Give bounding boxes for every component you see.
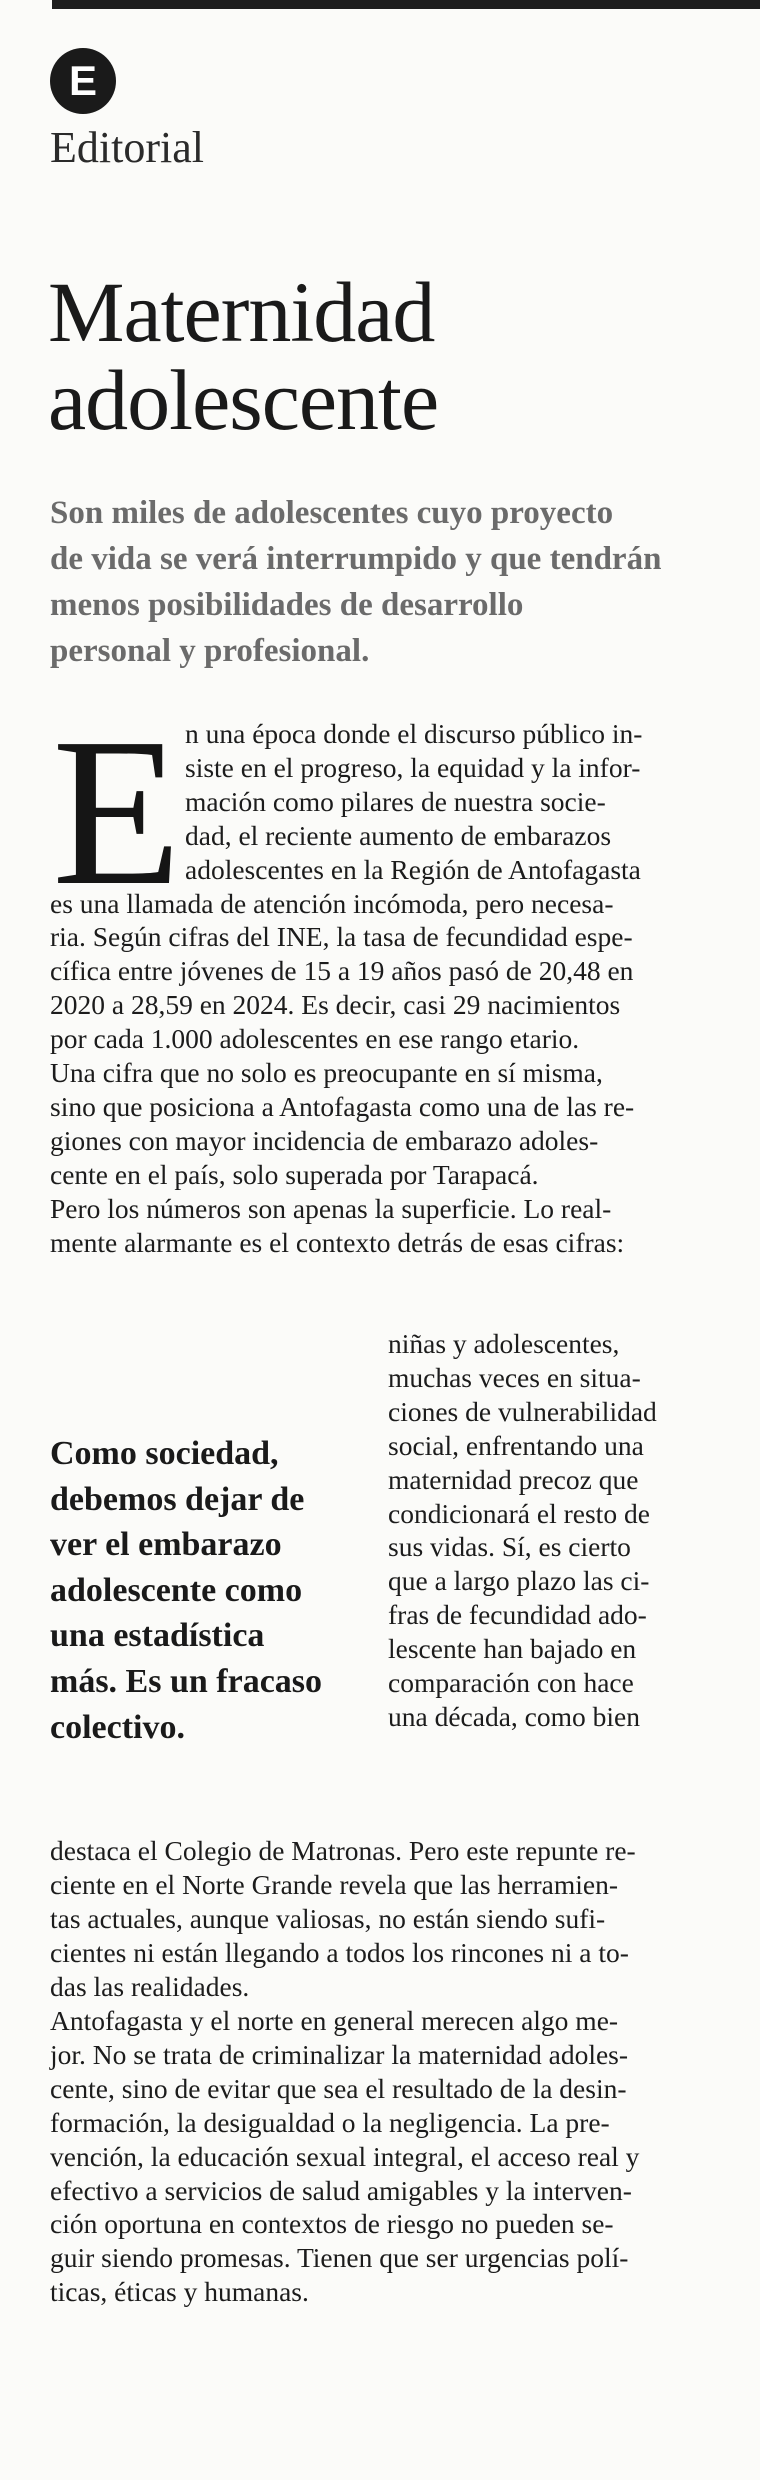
body-line: cífica entre jóvenes de 15 a 19 años pasó de 20,48 en <box>50 955 634 987</box>
body-line: siste en el progreso, la equidad y la infor- <box>185 751 641 783</box>
pull-quote-line: adolescente como <box>50 1571 303 1609</box>
pull-quote-line: una estadística <box>50 1617 265 1655</box>
body-line: comparación con hace <box>388 1667 634 1699</box>
section-badge: E <box>50 48 116 114</box>
body-line: giones con mayor incidencia de embarazo adoles- <box>50 1124 599 1156</box>
drop-cap: E <box>52 694 182 929</box>
body-line: mación como pilares de nuestra socie- <box>185 785 606 817</box>
body-line: Antofagasta y el norte en general merecen algo me- <box>50 2005 619 2036</box>
body-line: social, enfrentando una <box>388 1429 644 1461</box>
body-line: mente alarmante es el contexto detrás de esas cifras: <box>50 1226 625 1258</box>
body-line: jor. No se trata de criminalizar la maternidad adoles- <box>50 2038 629 2070</box>
body-line: muchas veces en situa- <box>388 1361 641 1393</box>
paragraph-3 <box>50 1834 740 2004</box>
body-line: efectivo a servicios de salud amigables y la interven- <box>50 2174 632 2206</box>
body-line: una década, como bien <box>388 1700 640 1732</box>
headline-line: adolescente <box>48 352 439 448</box>
body-line: por cada 1.000 adolescentes en ese rango etario. <box>50 1023 580 1055</box>
body-line: ciente en el Norte Grande revela que las herramien- <box>50 1868 619 1900</box>
deck-line: personal y profesional. <box>50 633 370 669</box>
pull-quote-line: ver el embarazo <box>50 1526 282 1564</box>
body-line: niñas y adolescentes, <box>388 1328 620 1359</box>
body-line: maternidad precoz que <box>388 1463 639 1495</box>
body-line: cente en el país, solo superada por Tarapacá. <box>50 1158 539 1190</box>
body-line: vención, la educación sexual integral, el acceso real y <box>50 2140 640 2172</box>
body-line: lescente han bajado en <box>388 1633 637 1665</box>
paragraph-2-narrow <box>388 1327 748 1734</box>
body-line: cente, sino de evitar que sea el resultado de la desin- <box>50 2072 627 2104</box>
headline <box>48 264 439 448</box>
paragraph-4 <box>50 2004 740 2309</box>
pull-quote-line: más. Es un fracaso <box>50 1662 323 1700</box>
body-line: cientes ni están llegando a todos los rincones ni a to- <box>50 1936 629 1968</box>
body-line: tas actuales, aunque valiosas, no están siendo sufi- <box>50 1902 606 1934</box>
body-line: dad, el reciente aumento de embarazos <box>185 819 612 851</box>
body-line: ticas, éticas y humanas. <box>50 2276 309 2308</box>
body-line: Una cifra que no solo es preocupante en sí misma, <box>50 1057 603 1089</box>
body-line: 2020 a 28,59 en 2024. Es decir, casi 29 nacimientos <box>50 989 621 1021</box>
deck <box>50 490 740 674</box>
pull-quote-line: Como sociedad, <box>50 1435 279 1472</box>
deck-line: menos posibilidades de desarrollo <box>50 587 524 623</box>
section-label: Editorial <box>50 123 204 172</box>
body-line: formación, la desigualdad o la negligencia. La pre- <box>50 2106 610 2138</box>
body-line: adolescentes en la Región de Antofagasta <box>185 853 641 885</box>
body-line: Pero los números son apenas la superficie. Lo real- <box>50 1192 612 1224</box>
deck-line: Son miles de adolescentes cuyo proyecto <box>50 495 614 531</box>
paragraph-1 <box>50 694 740 1260</box>
pull-quote <box>50 1431 370 1750</box>
pull-quote-line: colectivo. <box>50 1708 185 1746</box>
deck-line: de vida se verá interrumpido y que tendrán <box>50 541 662 577</box>
body-line: que a largo plazo las ci- <box>388 1565 650 1597</box>
body-line: sus vidas. Sí, es cierto <box>388 1531 631 1563</box>
body-line: das las realidades. <box>50 1970 250 2002</box>
pull-quote-line: debemos dejar de <box>50 1480 305 1518</box>
body-line: fras de fecundidad ado- <box>388 1599 647 1631</box>
body-line: es una llamada de atención incómoda, pero necesa- <box>50 887 614 919</box>
body-line: ciones de vulnerabilidad <box>388 1395 657 1427</box>
body-line: ria. Según cifras del INE, la tasa de fecundidad espe- <box>50 921 633 953</box>
top-rule <box>52 0 760 9</box>
body-line: destaca el Colegio de Matronas. Pero este repunte re- <box>50 1835 636 1866</box>
body-line: ción oportuna en contextos de riesgo no pueden se- <box>50 2208 614 2240</box>
body-line: n una época donde el discurso público in- <box>185 718 643 749</box>
body-line: sino que posiciona a Antofagasta como una de las re- <box>50 1090 635 1122</box>
headline-line: Maternidad <box>48 264 435 360</box>
body-line: condicionará el resto de <box>388 1497 650 1529</box>
body-line: guir siendo promesas. Tienen que ser urgencias polí- <box>50 2242 629 2274</box>
